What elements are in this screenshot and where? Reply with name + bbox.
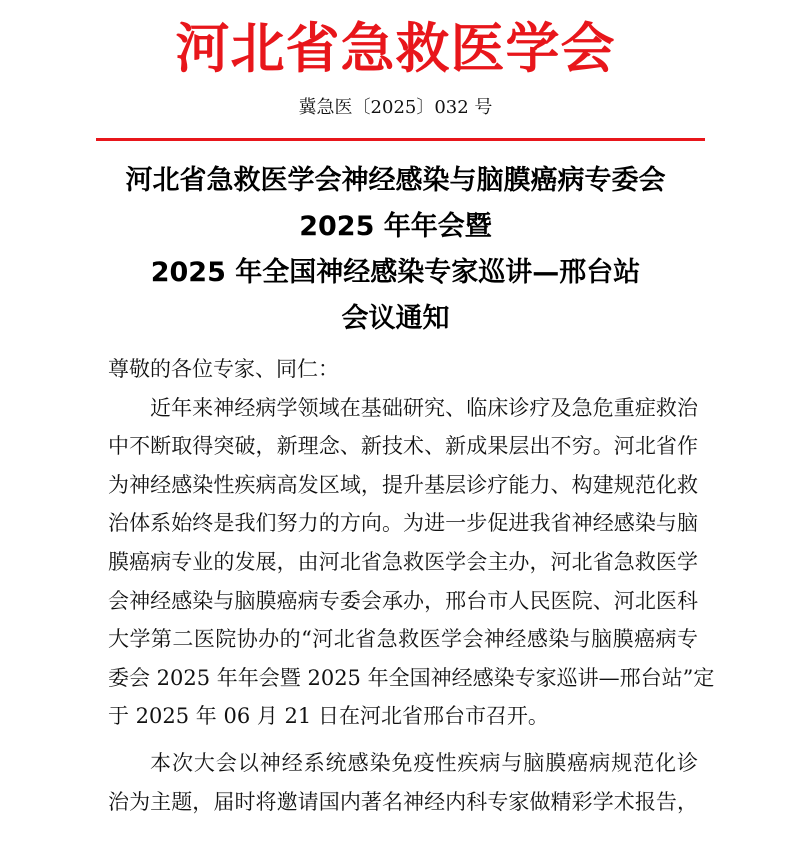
paragraph-line: 治体系始终是我们努力的方向。为进一步促进我省神经感染与脑 xyxy=(108,511,698,536)
salutation: 尊敬的各位专家、同仁： xyxy=(108,357,339,381)
notice-title-line-3: 2025 年全国神经感染专家巡讲—邢台站 xyxy=(150,257,641,288)
paragraph-line: 为神经感染性疾病高发区域，提升基层诊疗能力、构建规范化救 xyxy=(108,472,698,497)
notice-title-line-1: 河北省急救医学会神经感染与脑膜癌病专委会 xyxy=(125,165,666,196)
notice-title xyxy=(60,158,731,342)
paragraph-gap xyxy=(108,736,698,744)
notice-title-line-2: 2025 年年会暨 xyxy=(299,211,492,242)
document-number: 冀急医〔2025〕032 号 xyxy=(298,97,493,118)
red-divider-line xyxy=(96,138,705,141)
paragraph-line: 于 2025 年 06 月 21 日在河北省邢台市召开。 xyxy=(108,704,549,729)
paragraph-line: 大学第二医院协办的“河北省急救医学会神经感染与脑膜癌病专 xyxy=(108,627,698,652)
paragraph-line: 膜癌病专业的发展，由河北省急救医学会主办，河北省急救医学 xyxy=(108,549,698,574)
paragraph-2 xyxy=(108,744,698,821)
paragraph-line: 本次大会以神经系统感染免疫性疾病与脑膜癌病规范化诊 xyxy=(150,750,698,775)
paragraph-line: 近年来神经病学领域在基础研究、临床诊疗及急危重症救治 xyxy=(150,395,698,420)
notice-title-line-4: 会议通知 xyxy=(341,303,450,334)
paragraph-line: 治为主题，届时将邀请国内著名神经内科专家做精彩学术报告， xyxy=(108,789,698,814)
organization-title: 河北省急救医学会 xyxy=(175,17,616,80)
notice-body xyxy=(108,350,715,821)
paragraph-line: 委会 2025 年年会暨 2025 年全国神经感染专家巡讲—邢台站”定 xyxy=(108,665,715,690)
paragraph-1 xyxy=(108,389,715,736)
paragraph-line: 中不断取得突破，新理念、新技术、新成果层出不穷。河北省作 xyxy=(108,434,698,459)
paragraph-line: 会神经感染与脑膜癌病专委会承办，邢台市人民医院、河北医科 xyxy=(108,588,698,613)
